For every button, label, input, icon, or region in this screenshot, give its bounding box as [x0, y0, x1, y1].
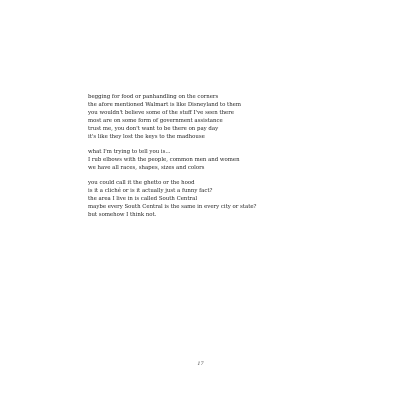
page-number: 17	[197, 361, 204, 367]
poem-line: you could call it the ghetto or the hood	[88, 180, 195, 186]
poem-line: maybe every South Central is the same in every city or state?	[88, 204, 257, 210]
poem-line: the afore mentioned Walmart is like Disneyland to them	[88, 102, 241, 108]
poem-line: the area I live in is called South Central	[88, 196, 198, 202]
poem-line: what I'm trying to tell you is...	[88, 149, 171, 155]
poem-line: begging for food or panhandling on the corners	[88, 94, 219, 100]
stanza-2	[88, 148, 318, 172]
poem-line: I rub elbows with the people, common men and women	[88, 157, 240, 163]
poem-line: we have all races, shapes, sizes and colors	[88, 165, 205, 171]
poem-line: is it a cliché or is it actually just a funny fact?	[88, 188, 213, 194]
poem-line: it's like they lost the keys to the madhouse	[88, 134, 205, 140]
poem-line: but somehow I think not.	[88, 212, 157, 218]
stanza-1	[88, 93, 318, 141]
poem-line: trust me, you don't want to be there on pay day	[88, 126, 219, 132]
poem-line: most are on some form of government assistance	[88, 118, 223, 124]
poem-line: you wouldn't believe some of the stuff I've seen there	[88, 110, 235, 116]
stanza-3	[88, 179, 318, 219]
poem-body	[88, 93, 318, 226]
